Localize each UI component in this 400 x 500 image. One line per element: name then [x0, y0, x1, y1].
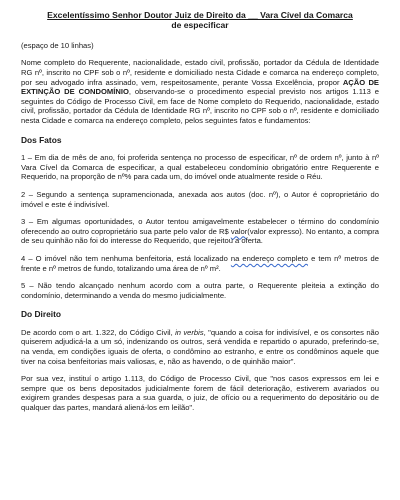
fatos-paragraph-4 — [21, 254, 379, 273]
intro-paragraph — [21, 58, 379, 125]
court-header-line1: Excelentíssimo Senhor Doutor Juiz de Direito da __ Vara Cível da Comarca — [47, 10, 353, 20]
spellcheck-word-valor: valor — [230, 226, 248, 236]
fatos-p4-text-b: e tem nº metros de frente e nº metros de fundo, totalizando uma área de nº m². — [21, 253, 379, 273]
intro-text-a: Nome completo do Requerente, nacionalidade, estado civil, profissão, portador da Cédula de Identidade RG nº, inscrito no CPF sob o nº, residente e domiciliado nesta Cidade e comarca na endereço completo, por seu advogado infra assinado, vem, respeitosamente, perante Vossa Excelência, propor — [21, 58, 379, 87]
court-header — [21, 10, 379, 31]
fatos-paragraph-3 — [21, 217, 379, 246]
action-title: AÇÃO DE EXTINÇÃO DE CONDOMÍNIO — [21, 77, 379, 97]
section-title-fatos: Dos Fatos — [21, 134, 62, 145]
space-note: (espaço de 10 linhas) — [21, 40, 94, 50]
intro-text-b: , observando-se o procedimento especial previsto nos artigos 1.113 e seguintes do Código de Processo Civil, em face de Nome completo do Requerido, nacionalidade, estado civil, profissão, portador da Cédula de Identidade RG nº, inscrito no CPF sob o nº, residente e domiciliado nesta Cidade e comarca na endereço completo, pelos seguintes fatos e fundamentos: — [21, 87, 379, 125]
fatos-p4-text-a: 4 – O imóvel não tem nenhuma benfeitoria, está localizado — [21, 253, 231, 263]
fatos-p3-text-a: 3 – Em algumas oportunidades, o Autor tentou amigavelmente estabelecer o término do condomínio oferecendo ao outro coproprietário sua parte pelo valor de R$ — [21, 217, 379, 236]
direito-paragraph-2: Por sua vez, instituí o artigo 1.113, do Código de Processo Civil, que "nos casos expressos em lei e sempre que os bens depositados judicialmente forem de fácil deterioração, estiverem avariados ou exigirem grandes despesas para a sua guarda, o juiz, de ofício ou a requerimento do depositário ou de qualquer das partes, mandará aliená-los em leilão". — [21, 374, 379, 413]
fatos-p3-text-b: (valor expresso). No entanto, a compra de seu quinhão não foi do interesse do Requerido, que rejeitou a oferta. — [21, 226, 379, 246]
direito-paragraph-1 — [21, 328, 379, 366]
fatos-paragraph-2: 2 – Segundo a sentença supramencionada, anexada aos autos (doc. nº), o Autor é coproprietário do imóvel e este é indivisível. — [21, 189, 379, 209]
spellcheck-phrase-endereco: na endereço completo — [230, 253, 308, 263]
direito-p1-text-a: De acordo com o art. 1.322, do Código Civil, — [21, 327, 176, 337]
fatos-paragraph-5: 5 – Não tendo alcançado nenhum acordo com a outra parte, o Requerente pleiteia a extinção do condomínio, determinando a venda do mesmo judicialmente. — [21, 281, 379, 300]
fatos-paragraph-1: 1 – Em dia de mês de ano, foi proferida sentença no processo de especificar, nº de ordem nº, junto à nº Vara Cível da Comarca de especificar, a qual estabeleceu condomínio obrigatório entre Requerente e Requerido, na proporção de nº% para cada um, do imóvel onde atualmente reside o Réu. — [21, 153, 379, 182]
court-header-line2: de especificar — [171, 20, 229, 31]
direito-p1-text-b: , "quando a coisa for indivisível, e os consortes não quiserem adjudicá-la a um só, indenizando os outros, será vendida e repartido o apurado, preferindo-se, na venda, em condições iguais de oferta, o condômino ao estranho, e entre os condôminos aquele que tiver na coisa benfeitorias mais valiosas, e, não as havendo, o de quinhão maior". — [21, 327, 379, 366]
section-title-direito: Do Direito — [21, 309, 62, 320]
direito-p1-italic: in verbis — [175, 327, 204, 337]
